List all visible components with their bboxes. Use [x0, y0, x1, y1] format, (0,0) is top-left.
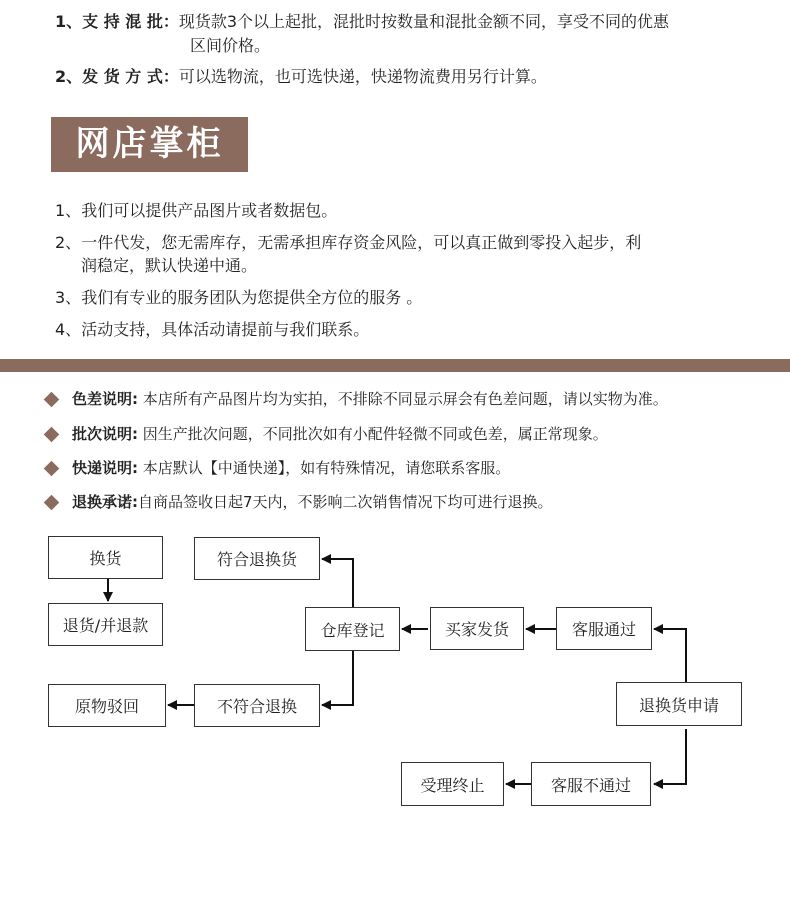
flow-box-refund: 退货/并退款 [48, 603, 163, 646]
note-color: 色差说明: 本店所有产品图片均为实拍，不排除不同显示屏会有色差问题，请以实物为准。 [72, 390, 668, 408]
flow-box-reject: 原物驳回 [48, 684, 166, 727]
flow-box-warehouse: 仓库登记 [305, 607, 400, 651]
arrow-apply-cspass [654, 629, 686, 682]
section-title: 网店掌柜 [75, 124, 224, 164]
top-item-1-cont: 区间价格。 [190, 36, 271, 55]
note-return: 退换承诺:自商品签收日起7天内，不影响二次销售情况下均可进行退换。 [72, 493, 553, 511]
flow-box-not-eligible: 不符合退换 [194, 684, 320, 727]
arrow-apply-csfail [654, 729, 686, 784]
flow-box-apply: 退换货申请 [616, 682, 742, 726]
shop-item-4: 4、活动支持，具体活动请提前与我们联系。 [55, 320, 370, 339]
shop-item-2-cont: 润稳定，默认快递中通。 [81, 256, 258, 275]
note-batch: 批次说明: 因生产批次问题，不同批次如有小配件轻微不同或色差，属正常现象。 [72, 425, 608, 443]
shop-item-2: 2、一件代发，您无需库存，无需承担库存资金风险，可以真正做到零投入起步，利 [55, 233, 642, 252]
top-item-1: 1、支 持 混 批：现货款3个以上起批，混批时按数量和混批金额不同，享受不同的优惠 [55, 12, 670, 31]
flow-box-buyer-ship: 买家发货 [430, 607, 524, 650]
flow-box-cs-pass: 客服通过 [556, 607, 652, 650]
shop-item-3: 3、我们有专业的服务团队为您提供全方位的服务 。 [55, 288, 423, 307]
flow-box-cs-fail: 客服不通过 [531, 762, 651, 806]
note-express: 快递说明: 本店默认【中通快递】，如有特殊情况，请您联系客服。 [72, 459, 511, 477]
flow-box-eligible: 符合退换货 [194, 537, 320, 580]
flow-box-terminate: 受理终止 [401, 762, 504, 806]
flow-box-exchange: 换货 [48, 536, 163, 579]
top-item-2: 2、发 货 方 式：可以选物流，也可选快递，快递物流费用另行计算。 [55, 67, 547, 86]
arrow-warehouse-eligible [322, 559, 353, 607]
arrow-warehouse-noteligible [322, 651, 353, 705]
shop-item-1: 1、我们可以提供产品图片或者数据包。 [55, 201, 338, 220]
